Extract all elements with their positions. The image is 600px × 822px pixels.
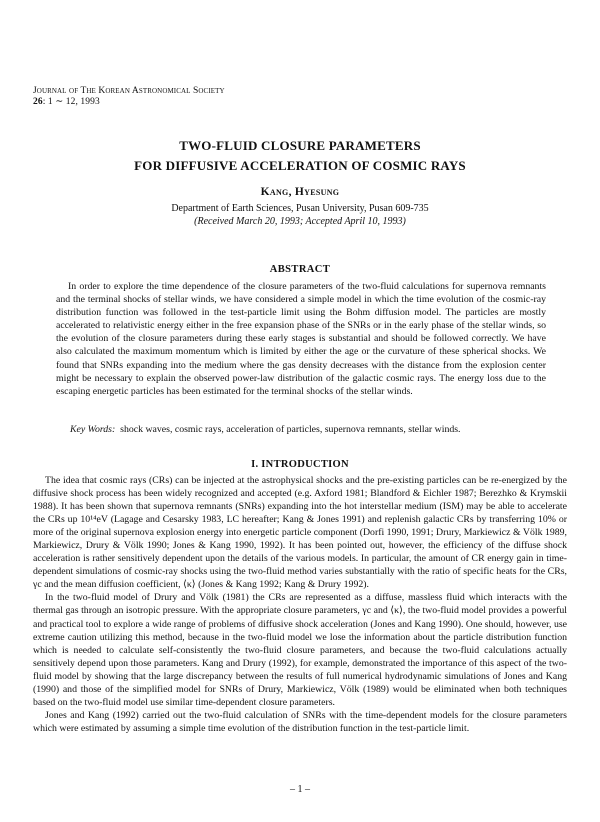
section-heading: I. INTRODUCTION: [251, 459, 349, 470]
journal-pages: : 1 ∼ 12, 1993: [42, 97, 100, 107]
journal-volume: 26: [33, 97, 43, 107]
page-number: – 1 –: [290, 784, 310, 795]
paper-title-line-2: FOR DIFFUSIVE ACCELERATION OF COSMIC RAYS: [134, 158, 466, 173]
abstract-body: In order to explore the time dependence of the closure parameters of the two-fluid calculations for supernova remnants and the terminal shocks of stellar winds, we have considered a simple model in which the time evolution of the cosmic-ray distribution function was followed in the test-particle limit using the Bohm diffusion model. The particles are mostly accelerated to relativistic energy either in the free expansion phase of the SNRs or in the early phase of the stellar winds, so the evolution of the closure parameters during these early stages is substantial and should be followed correctly. We have also calculated the maximum momentum which is limited by either the age or the curvature of these spherical shocks. We found that SNRs expanding into the medium where the gas density decreases with the distance from the explosion center might be necessary to explain the observed power-law distribution of the galactic cosmic rays. The energy loss due to the escaping energetic particles has been estimated for the terminal shocks of the stellar winds.: [56, 281, 546, 397]
journal-issue-line: [33, 97, 225, 108]
paper-title-line-1: TWO-FLUID CLOSURE PARAMETERS: [179, 138, 421, 153]
abstract-heading: ABSTRACT: [269, 264, 331, 275]
paragraph-1: The idea that cosmic rays (CRs) can be injected at the astrophysical shocks and the pre-existing particles can be re-energized by the diffusive shock process has been widely recognized and accepted (e.g. Axford 1981; Blandford & Eichler 1987; Berezhko & Krymskii 1988). It has been shown that supernova remnants (SNRs) expanding into the hot interstellar medium (ISM) may be able to accelerate the CRs up 10¹⁴eV (Lagage and Cesarsky 1983, LC hereafter; Kang & Jones 1991) and replenish galactic CRs by transferring 10% or more of the original supernova explosion energy into energetic particle component (Dorfi 1990, 1991; Drury, Markiewicz & Völk 1989, Markiewicz, Drury & Völk 1990; Jones & Kang 1990, 1992). It has been pointed out, however, the efficiency of the diffuse shock acceleration is rather sensitively dependent upon the details of the various models. In particular, the amount of CR energy gain in time-dependent simulations of cosmic-ray shocks using the two-fluid method varies substantially with the ratio of specific heats for the CRs, γc and the mean diffusion coefficient, ⟨κ⟩ (Jones & Kang 1992; Kang & Drury 1992).: [33, 475, 567, 591]
journal-name: Journal of The Korean Astronomical Society: [33, 86, 225, 96]
keywords: [70, 424, 461, 435]
abstract-text: [56, 280, 546, 398]
keywords-label: Key Words:: [70, 424, 116, 435]
paragraph-3: Jones and Kang (1992) carried out the two-fluid calculation of SNRs with the time-dependent models for the closure parameters which were estimated by assuming a simple time evolution of the distribution function in the test-particle limit.: [33, 709, 567, 734]
paragraph-2: In the two-fluid model of Drury and Völk (1981) the CRs are represented as a diffuse, massless fluid which interacts with the thermal gas through an isotropic pressure. With the appropriate closure parameters, γc and ⟨κ⟩, the two-fluid model provides a powerful and practical tool to explore a wide range of problems of diffusive shock acceleration (Jones and Kang 1990). One should, however, use extreme caution utilizing this method, because in the two-fluid model we lose the information about the particle distribution function which is needed to calculate self-consistently the two-fluid closure parameters, and because the two-fluid calculations actually sensitively depend upon those parameters. Kang and Drury (1992), for example, demonstrated the importance of this aspect of the two-fluid model by showing that the large discrepancy between the results of full numerical hydrodynamic simulations of Jones and Kang (1990) and those of the simplified model for SNRs of Drury, Markiewicz, Völk (1989) would be eliminated when both techniques based on the two-fluid model use similar time-dependent closure parameters.: [33, 592, 567, 708]
journal-header: [33, 86, 225, 108]
received-dates: (Received March 20, 1993; Accepted April 10, 1993): [194, 216, 406, 227]
author-name: Kang, Hyesung: [260, 186, 340, 198]
keywords-text: shock waves, cosmic rays, acceleration of particles, supernova remnants, stellar winds.: [120, 424, 461, 435]
author-affiliation: Department of Earth Sciences, Pusan University, Pusan 609-735: [171, 203, 429, 214]
introduction-body: [33, 474, 567, 735]
